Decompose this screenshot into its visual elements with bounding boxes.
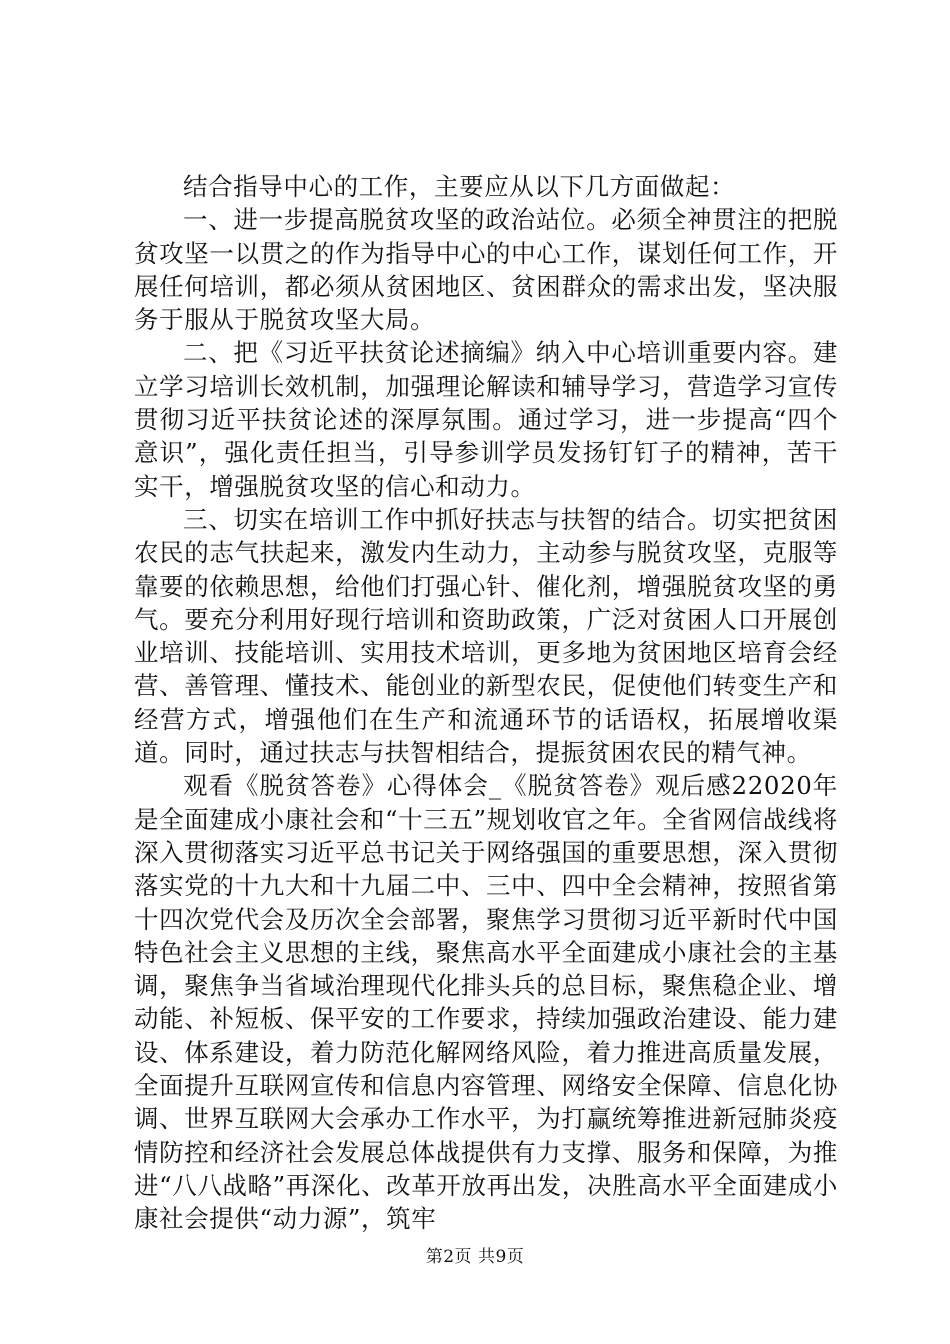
paragraph-point-three: 三、切实在培训工作中抓好扶志与扶智的结合。切实把贫困农民的志气扶起来，激发内生动力，主动参与脱贫攻坚，克服等靠要的依赖思想，给他们打强心针、催化剂，增强脱贫攻坚的勇气。要充分利用好现行培训和资助政策，广泛对贫困人口开展创业培训、技能培训、实用技术培训，更多地为贫困地区培育会经营、善管理、懂技术、能创业的新型农民，促使他们转变生产和经营方式，增强他们在生产和流通环节的话语权，拓展增收渠道。同时，通过扶志与扶智相结合，提振贫困农民的精气神。	[134, 504, 838, 768]
paragraph-reflection: 观看《脱贫答卷》心得体会_《脱贫答卷》观后感22020年是全面建成小康社会和“十三五”规划收官之年。全省网信战线将深入贯彻落实习近平总书记关于网络强国的重要思想，深入贯彻落实党的十九大和十九届二中、三中、四中全会精神，按照省第十四次党代会及历次全会部署，聚焦学习贯彻习近平新时代中国特色社会主义思想的主线，聚焦高水平全面建成小康社会的主基调，聚焦争当省域治理现代化排头兵的总目标，聚焦稳企业、增动能、补短板、保平安的工作要求，持续加强政治建设、能力建设、体系建设，着力防范化解网络风险，着力推进高质量发展，全面提升互联网宣传和信息内容管理、网络安全保障、信息化协调、世界互联网大会承办工作水平，为打赢统筹推进新冠肺炎疫情防控和经济社会发展总体战提供有力支撑、服务和保障，为推进“八八战略”再深化、改革开放再出发，决胜高水平全面建成小康社会提供“动力源”，筑牢	[134, 771, 838, 1234]
document-body	[134, 170, 838, 1236]
paragraph-intro: 结合指导中心的工作，主要应从以下几方面做起：	[183, 172, 736, 201]
page-number-footer: 第2页 共9页	[425, 1247, 525, 1267]
paragraph-point-two: 二、把《习近平扶贫论述摘编》纳入中心培训重要内容。建立学习培训长效机制，加强理论解读和辅导学习，营造学习宣传贯彻习近平扶贫论述的深厚氛围。通过学习，进一步提高“四个意识”，强化责任担当，引导参训学员发扬钉钉子的精神，苦干实干，增强脱贫攻坚的信心和动力。	[134, 338, 838, 501]
paragraph-point-one: 一、进一步提高脱贫攻坚的政治站位。必须全神贯注的把脱贫攻坚一以贯之的作为指导中心的中心工作，谋划任何工作，开展任何培训，都必须从贫困地区、贫困群众的需求出发，坚决服务于服从于脱贫攻坚大局。	[134, 205, 838, 335]
